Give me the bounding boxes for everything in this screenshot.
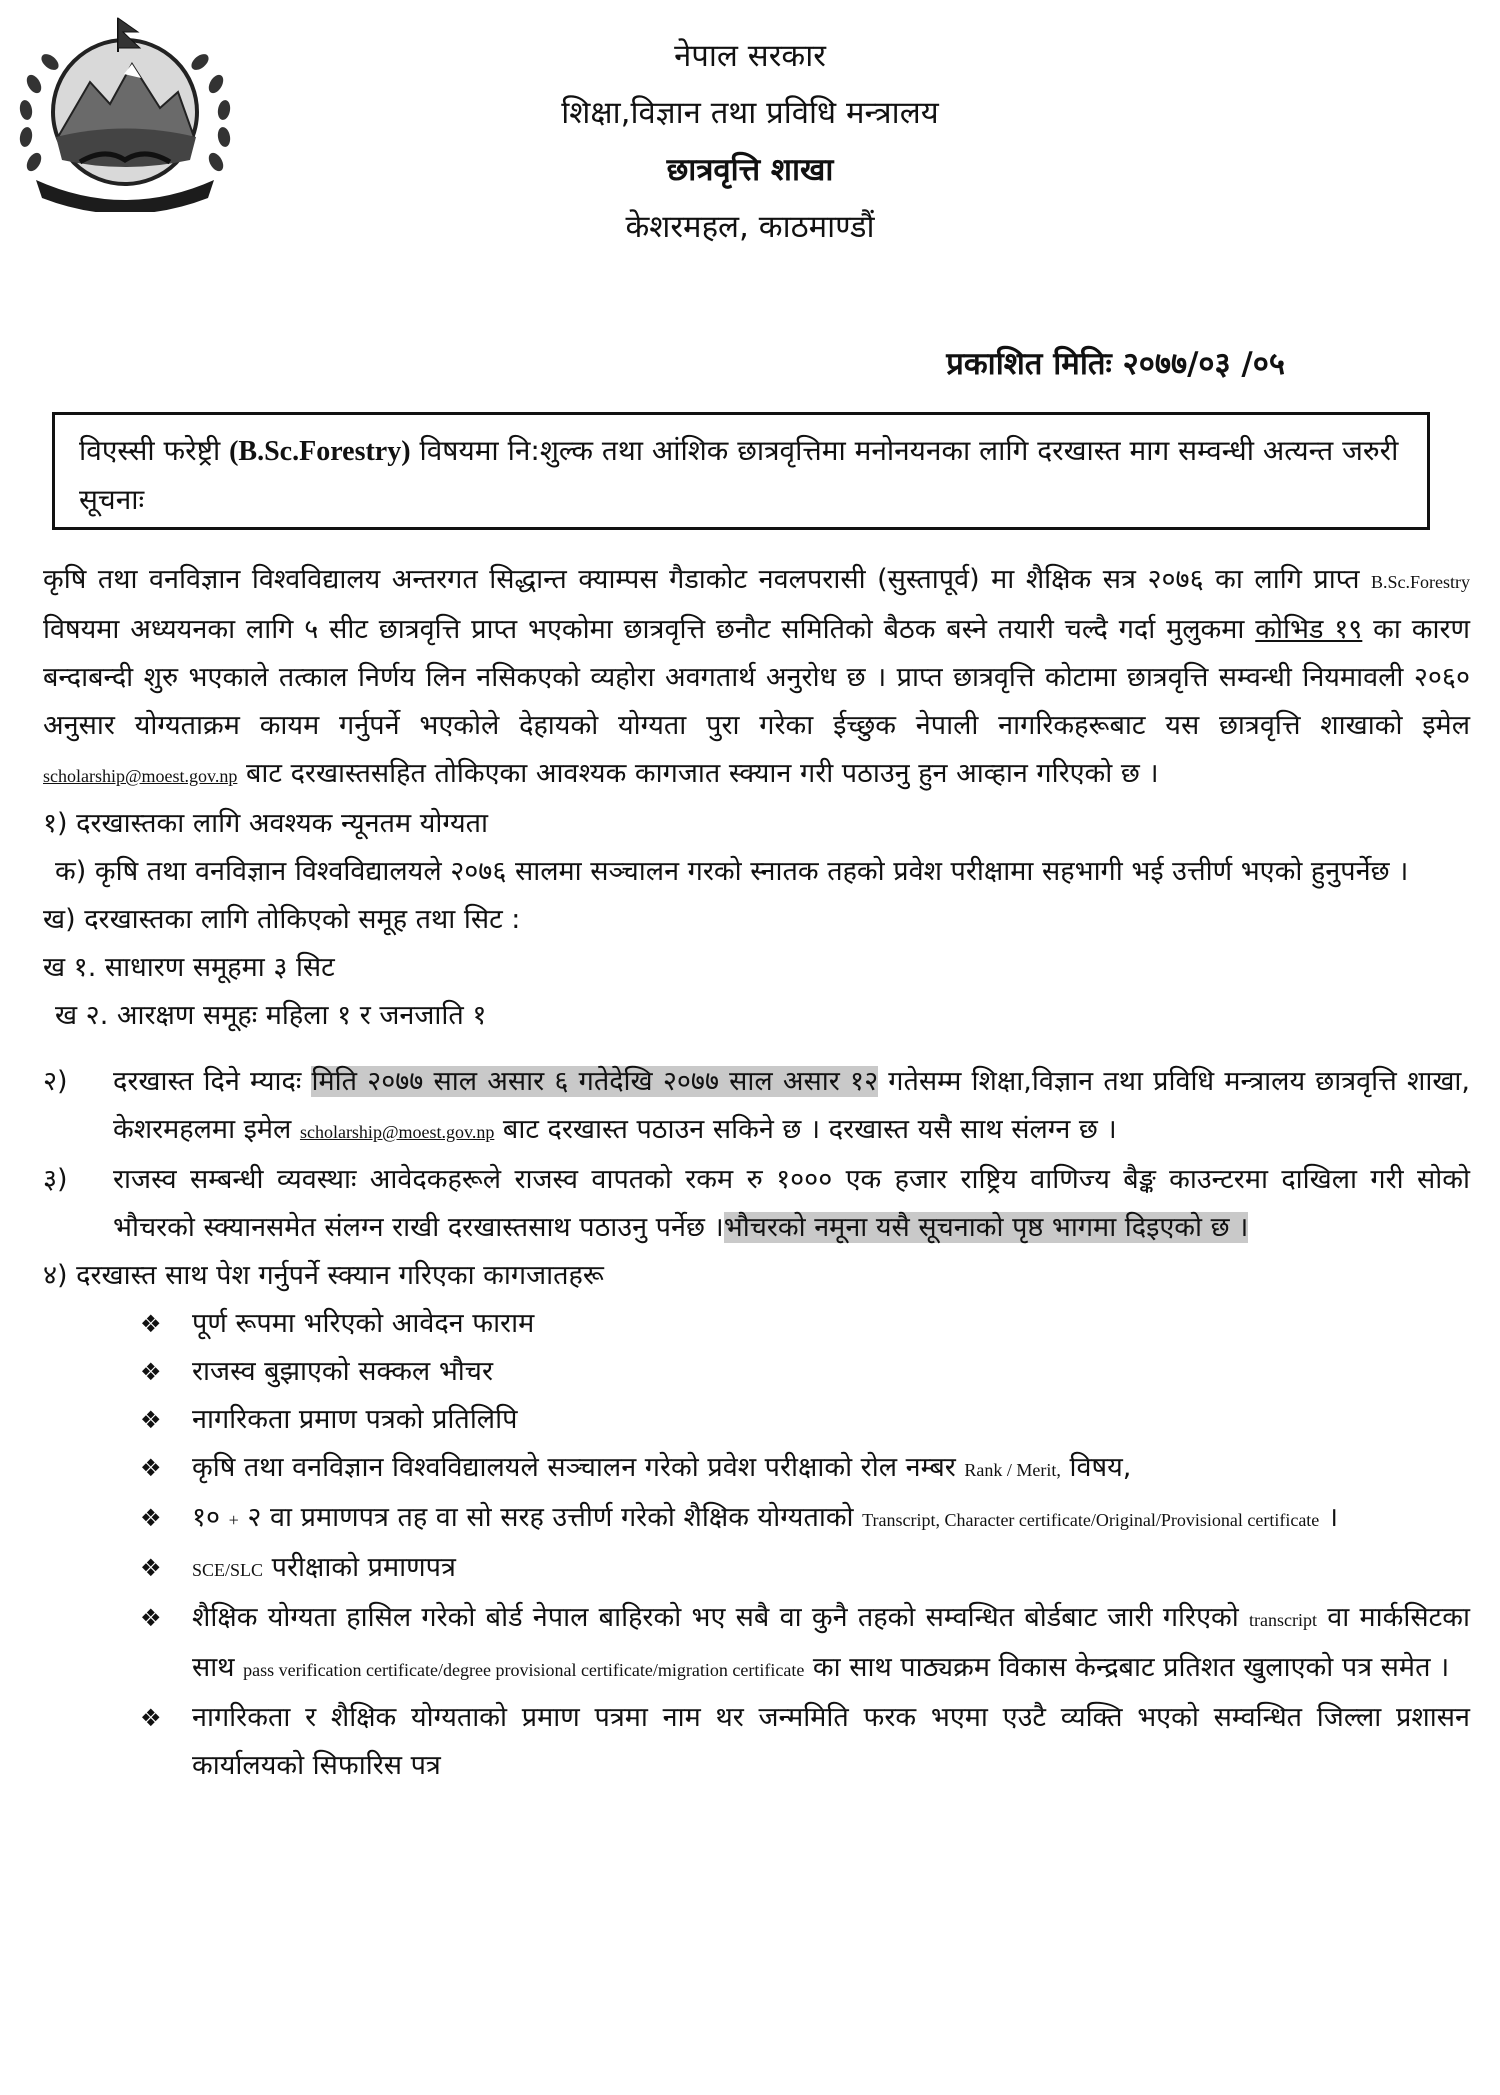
- published-label: प्रकाशित मितिः: [946, 346, 1112, 382]
- published-value: २०७७/०३ /०५: [1122, 346, 1285, 382]
- document-item-plus: +: [228, 1510, 239, 1530]
- list-item: [140, 1594, 1470, 1694]
- published-date: [946, 342, 1285, 384]
- office-name: छात्रवृत्ति शाखा: [666, 152, 834, 188]
- section2-text-1: गतेसम्म शिक्षा,विज्ञान तथा प्रविधि मन्त्रालय छात्रवृत्ति शाखा, केशरमहलमा इमेल: [113, 1066, 1470, 1145]
- document-item-latin: Transcript, Character certificate/Original/Provisional certificate: [862, 1510, 1320, 1530]
- section2-number: २): [43, 1066, 68, 1097]
- notice-body: [43, 556, 1470, 1790]
- notice-subject-box: [52, 412, 1430, 530]
- letterhead: [0, 28, 1500, 256]
- diamond-bullet-icon: ❖: [140, 1454, 162, 1482]
- list-item: [140, 1494, 1470, 1544]
- subject-text-2: विषयमा नि:शुल्क तथा आंशिक छात्रवृत्तिमा मनोनयनका लागि दरखास्त माग सम्वन्धी अत्यन्त जरुरी सूचनाः: [79, 434, 1399, 516]
- list-item: [140, 1444, 1470, 1494]
- list-item: [140, 1694, 1470, 1790]
- document-item-text: १०: [192, 1502, 229, 1533]
- document-item-latin: Rank / Merit,: [964, 1460, 1061, 1480]
- document-item-latin: pass verification certificate/degree provisional certificate/migration certificate: [243, 1660, 805, 1680]
- intro-text-3: का कारण बन्दाबन्दी शुरु भएकाले तत्काल निर्णय लिन नसिकएको व्यहोरा अवगतार्थ अनुरोध छ । प्राप्त छात्रवृत्ति कोटामा छात्रवृत्ति सम्वन्धी नियमावली २०६० अनुसार योग्यताक्रम कायम गर्नुपर्ने भएकोले देहायको योग्यता पुरा गरेका ईच्छुक नेपाली नागरिकहरूबाट यस छात्रवृत्ति शाखाको इमेल: [43, 614, 1471, 741]
- document-item-latin: transcript: [1249, 1610, 1317, 1630]
- intro-latin-1: B.Sc.Forestry: [1371, 572, 1470, 592]
- diamond-bullet-icon: ❖: [140, 1554, 162, 1582]
- section3: [43, 1156, 1470, 1252]
- subject-latin: (B.Sc.Forestry): [229, 436, 411, 467]
- diamond-bullet-icon: ❖: [140, 1358, 162, 1386]
- document-item-latin: SCE/SLC: [192, 1560, 264, 1580]
- document-item-text: परीक्षाको प्रमाणपत्र: [263, 1552, 456, 1583]
- section1-kha: ख) दरखास्तका लागि तोकिएको समूह तथा सिट :: [43, 904, 521, 935]
- list-item: [140, 1544, 1470, 1594]
- intro-covid: कोभिड १९: [1255, 614, 1363, 645]
- section2: [43, 1058, 1470, 1156]
- list-item: [140, 1396, 1470, 1444]
- document-item-text: शैक्षिक योग्यता हासिल गरेको बोर्ड नेपाल बाहिरको भए सबै वा कुनै तहको सम्वन्धित बोर्डबाट जारी गरिएको: [192, 1602, 1249, 1633]
- section1-kha1: ख १. साधारण समूहमा ३ सिट: [43, 952, 335, 983]
- document-item-text: नागरिकता प्रमाण पत्रको प्रतिलिपि: [192, 1404, 518, 1435]
- section3-voucher-highlight: भौचरको नमूना यसै सूचनाको पृष्ठ भागमा दिइएको छ ।: [723, 1212, 1249, 1243]
- diamond-bullet-icon: ❖: [140, 1604, 162, 1632]
- section3-number: ३): [43, 1164, 68, 1195]
- diamond-bullet-icon: ❖: [140, 1310, 162, 1338]
- list-item: [140, 1300, 1470, 1348]
- list-item: [140, 1348, 1470, 1396]
- intro-email-link[interactable]: scholarship@moest.gov.np: [43, 766, 238, 786]
- section2-text-2: बाट दरखास्त पठाउन सकिने छ । दरखास्त यसै साथ संलग्न छ ।: [494, 1114, 1117, 1145]
- section1-heading: १) दरखास्तका लागि अवश्यक न्यूनतम योग्यता: [43, 808, 488, 839]
- document-item-text: कृषि तथा वनविज्ञान विश्वविद्यालयले सञ्चालन गरेको प्रवेश परीक्षाको रोल नम्बर: [192, 1452, 965, 1483]
- intro-text-4: बाट दरखास्तसहित तोकिएका आवश्यक कागजात स्क्यान गरी पठाउनु हुन आव्हान गरिएको छ ।: [237, 758, 1159, 789]
- section1-ka: क) कृषि तथा वनविज्ञान विश्वविद्यालयले २०७६ सालमा सञ्चालन गरको स्नातक तहको प्रवेश परीक्षामा सहभागी भई उत्तीर्ण भएको हुनुपर्नेछ ।: [55, 856, 1409, 887]
- section1-kha2: ख २. आरक्षण समूहः महिला १ र जनजाति १: [55, 1000, 487, 1031]
- document-item-text: २ वा प्रमाणपत्र तह वा सो सरह उत्तीर्ण गरेको शैक्षिक योग्यताको: [238, 1502, 863, 1533]
- document-item-text: पूर्ण रूपमा भरिएको आवेदन फाराम: [192, 1308, 535, 1339]
- intro-text-2: विषयमा अध्ययनका लागि ५ सीट छात्रवृत्ति प्राप्त भएकोमा छात्रवृत्ति छनौट समितिको बैठक बस्ने तयारी चल्दै गर्दा मुलुकमा: [43, 614, 1256, 645]
- diamond-bullet-icon: ❖: [140, 1406, 162, 1434]
- section2-deadline-highlight: मिति २०७७ साल असार ६ गतेदेखि २०७७ साल असार १२: [311, 1066, 879, 1097]
- subject-text-1: विएस्सी फरेष्ट्री: [79, 434, 230, 467]
- document-item-text: नागरिकता र शैक्षिक योग्यताको प्रमाण पत्रमा नाम थर जन्ममिति फरक भएमा एउटै व्यक्ति भएको सम्वन्धित जिल्ला प्रशासन कार्यालयको सिफारिस पत्र: [192, 1702, 1470, 1781]
- government-name: नेपाल सरकार: [674, 38, 826, 74]
- diamond-bullet-icon: ❖: [140, 1704, 162, 1732]
- section2-label: दरखास्त दिने म्यादः: [113, 1066, 312, 1097]
- section2-email-link[interactable]: scholarship@moest.gov.np: [299, 1122, 495, 1142]
- office-address: केशरमहल, काठमाण्डौं: [625, 209, 875, 245]
- intro-text-1: कृषि तथा वनविज्ञान विश्वविद्यालय अन्तरगत सिद्धान्त क्याम्पस गैडाकोट नवलपरासी (सुस्तापूर्व) मा शैक्षिक सत्र २०७६ का लागि प्राप्त: [43, 564, 1371, 595]
- diamond-bullet-icon: ❖: [140, 1504, 162, 1532]
- section3-text: राजस्व सम्बन्धी व्यवस्थाः आवेदकहरूले राजस्व वापतको रकम रु १००० एक हजार राष्ट्रिय वाणिज्य बैङ्क काउन्टरमा दाखिला गरी सोको भौचरको स्क्यानसमेत संलग्न राखी दरखास्तसाथ पठाउनु पर्नेछ ।: [113, 1164, 1470, 1243]
- document-item-text: ।: [1319, 1502, 1339, 1533]
- document-item-text: राजस्व बुझाएको सक्कल भौचर: [192, 1356, 493, 1387]
- section4-heading: ४) दरखास्त साथ पेश गर्नुपर्ने स्क्यान गरिएका कागजातहरू: [43, 1260, 604, 1291]
- document-item-text: वा मार्कसिटका साथ: [192, 1602, 1470, 1683]
- document-item-text: का साथ पाठ्यक्रम विकास केन्द्रबाट प्रतिशत खुलाएको पत्र समेत ।: [804, 1652, 1450, 1683]
- intro-paragraph: [43, 556, 1470, 800]
- document-item-text: विषय,: [1060, 1452, 1132, 1483]
- required-documents-list: [43, 1300, 1470, 1790]
- ministry-name: शिक्षा,विज्ञान तथा प्रविधि मन्त्रालय: [561, 95, 939, 131]
